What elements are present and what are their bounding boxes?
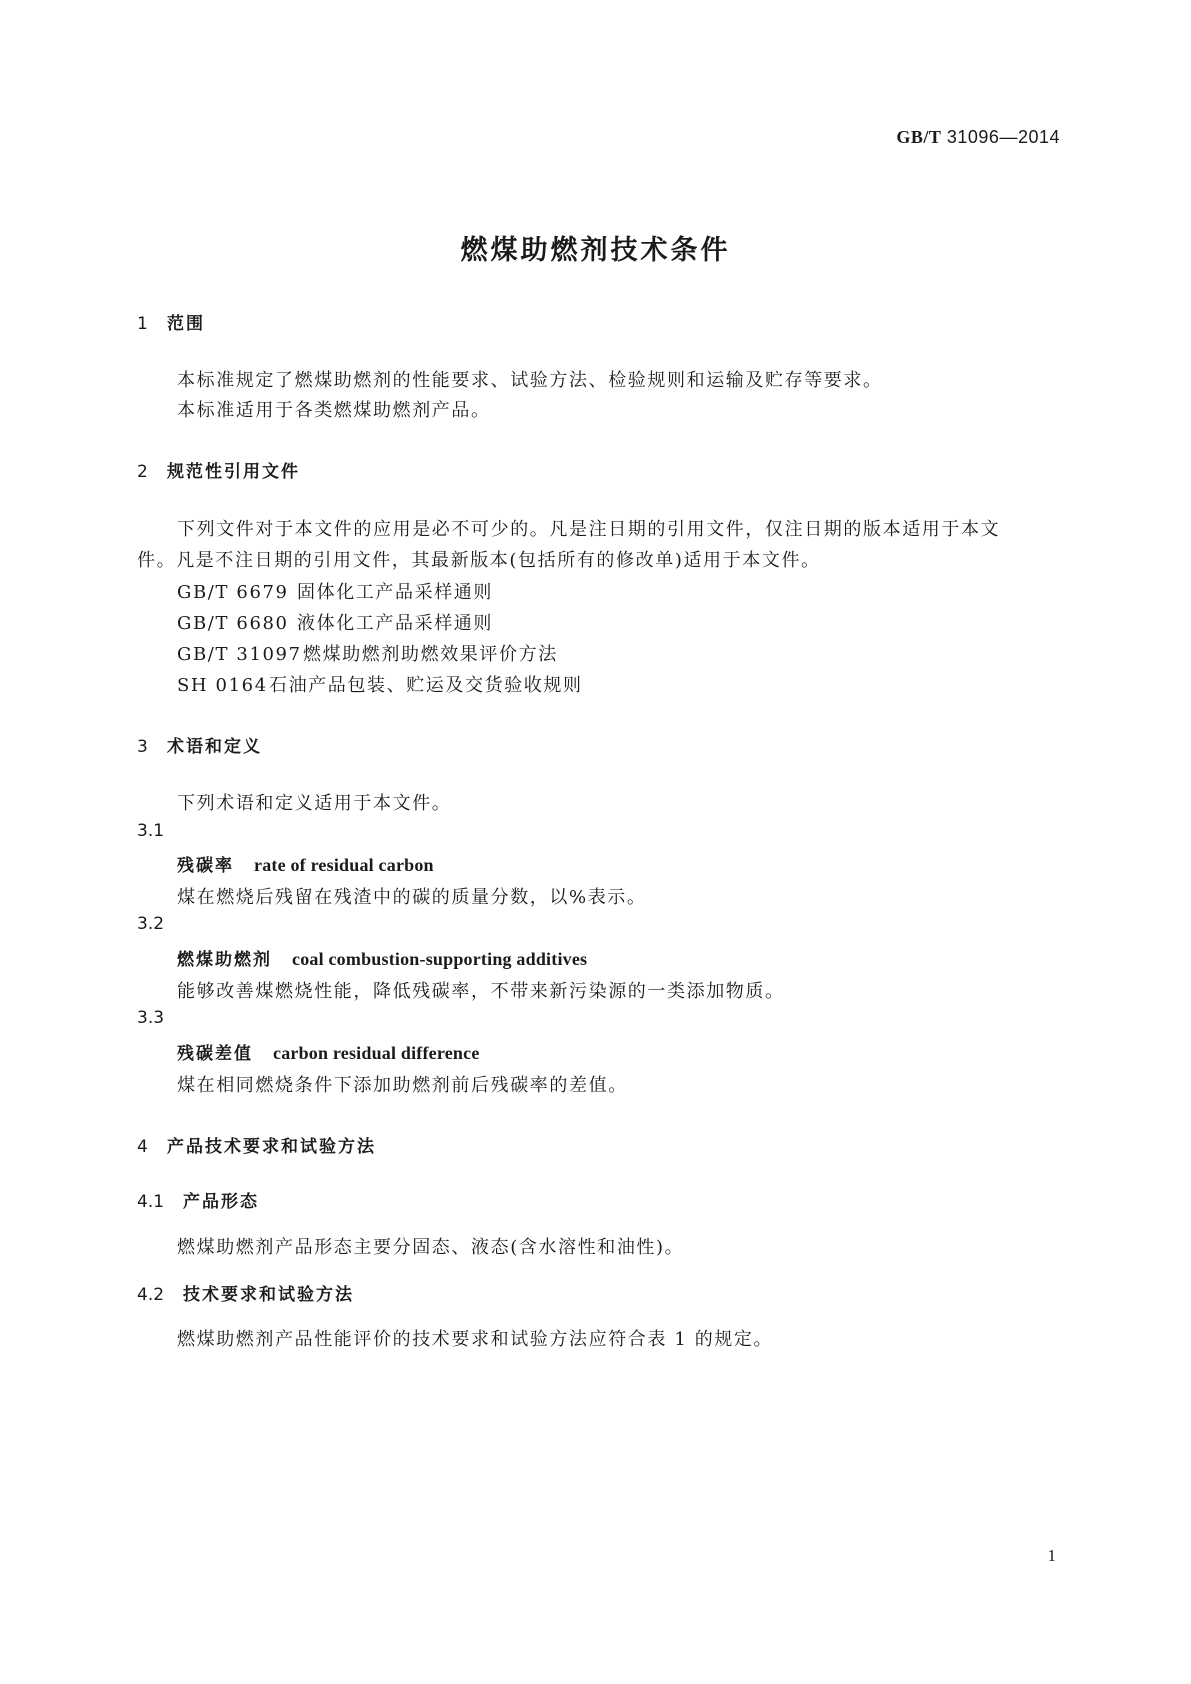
section-number: 3 [137, 737, 148, 757]
standard-code [896, 127, 1060, 148]
section-number: 4 [137, 1137, 148, 1157]
reference-title: 固体化工产品采样通则 [297, 582, 493, 603]
document-title: 燃煤助燃剂技术条件 [460, 235, 731, 266]
term-definition: 煤在相同燃烧条件下添加助燃剂前后残碳率的差值。 [177, 1075, 628, 1096]
subsection-4-2-heading [137, 1280, 354, 1305]
standard-code-number: 31096—2014 [946, 127, 1060, 147]
term-en: rate of residual carbon [254, 855, 434, 875]
term-zh: 燃煤助燃剂 [177, 950, 272, 970]
section-number: 2 [137, 462, 148, 482]
section-4-heading [137, 1132, 376, 1157]
reference-item [177, 640, 558, 666]
term-en: coal combustion-supporting additives [292, 949, 588, 969]
section-number: 1 [137, 314, 148, 334]
paragraph: 件。凡是不注日期的引用文件，其最新版本(包括所有的修改单)适用于本文件。 [137, 550, 821, 571]
term-entry [177, 1039, 480, 1064]
reference-code: GB/T 6679 [177, 582, 289, 603]
section-title: 术语和定义 [167, 737, 262, 757]
paragraph: 下列术语和定义适用于本文件。 [177, 793, 452, 814]
term-definition: 煤在燃烧后残留在残渣中的碳的质量分数，以%表示。 [177, 887, 647, 908]
section-2-heading [137, 457, 300, 482]
standard-code-prefix: GB/T [896, 127, 942, 147]
paragraph: 本标准规定了燃煤助燃剂的性能要求、试验方法、检验规则和运输及贮存等要求。 [177, 370, 883, 391]
term-number: 3.2 [137, 914, 165, 934]
term-zh: 残碳差值 [177, 1044, 253, 1064]
section-1-heading [137, 309, 205, 334]
section-title: 规范性引用文件 [167, 462, 300, 482]
reference-title: 液体化工产品采样通则 [297, 613, 493, 634]
section-title: 产品技术要求和试验方法 [167, 1137, 376, 1157]
term-zh: 残碳率 [177, 856, 234, 876]
paragraph: 燃煤助燃剂产品性能评价的技术要求和试验方法应符合表 1 的规定。 [177, 1329, 774, 1350]
subsection-number: 4.2 [137, 1285, 165, 1305]
paragraph: 下列文件对于本文件的应用是必不可少的。凡是注日期的引用文件，仅注日期的版本适用于本文 [177, 519, 1001, 540]
section-3-heading [137, 732, 262, 757]
subsection-title: 技术要求和试验方法 [183, 1285, 354, 1305]
reference-title: 燃煤助燃剂助燃效果评价方法 [303, 644, 558, 665]
paragraph: 燃煤助燃剂产品形态主要分固态、液态(含水溶性和油性)。 [177, 1237, 685, 1258]
reference-code: SH 0164 [177, 675, 268, 696]
term-definition: 能够改善煤燃烧性能，降低残碳率，不带来新污染源的一类添加物质。 [177, 981, 785, 1002]
reference-item [177, 578, 493, 604]
reference-code: GB/T 6680 [177, 613, 289, 634]
subsection-title: 产品形态 [183, 1192, 259, 1212]
reference-item [177, 609, 493, 635]
reference-title: 石油产品包装、贮运及交货验收规则 [269, 675, 583, 696]
reference-item [177, 671, 583, 697]
subsection-number: 4.1 [137, 1192, 165, 1212]
term-entry [177, 851, 434, 876]
term-number: 3.3 [137, 1008, 165, 1028]
section-title: 范围 [167, 314, 205, 334]
term-entry [177, 945, 587, 970]
paragraph: 本标准适用于各类燃煤助燃剂产品。 [177, 400, 491, 421]
term-number: 3.1 [137, 821, 165, 841]
term-en: carbon residual difference [273, 1043, 480, 1063]
page-number: 1 [1047, 1546, 1056, 1565]
reference-code: GB/T 31097 [177, 644, 302, 665]
subsection-4-1-heading [137, 1187, 259, 1212]
